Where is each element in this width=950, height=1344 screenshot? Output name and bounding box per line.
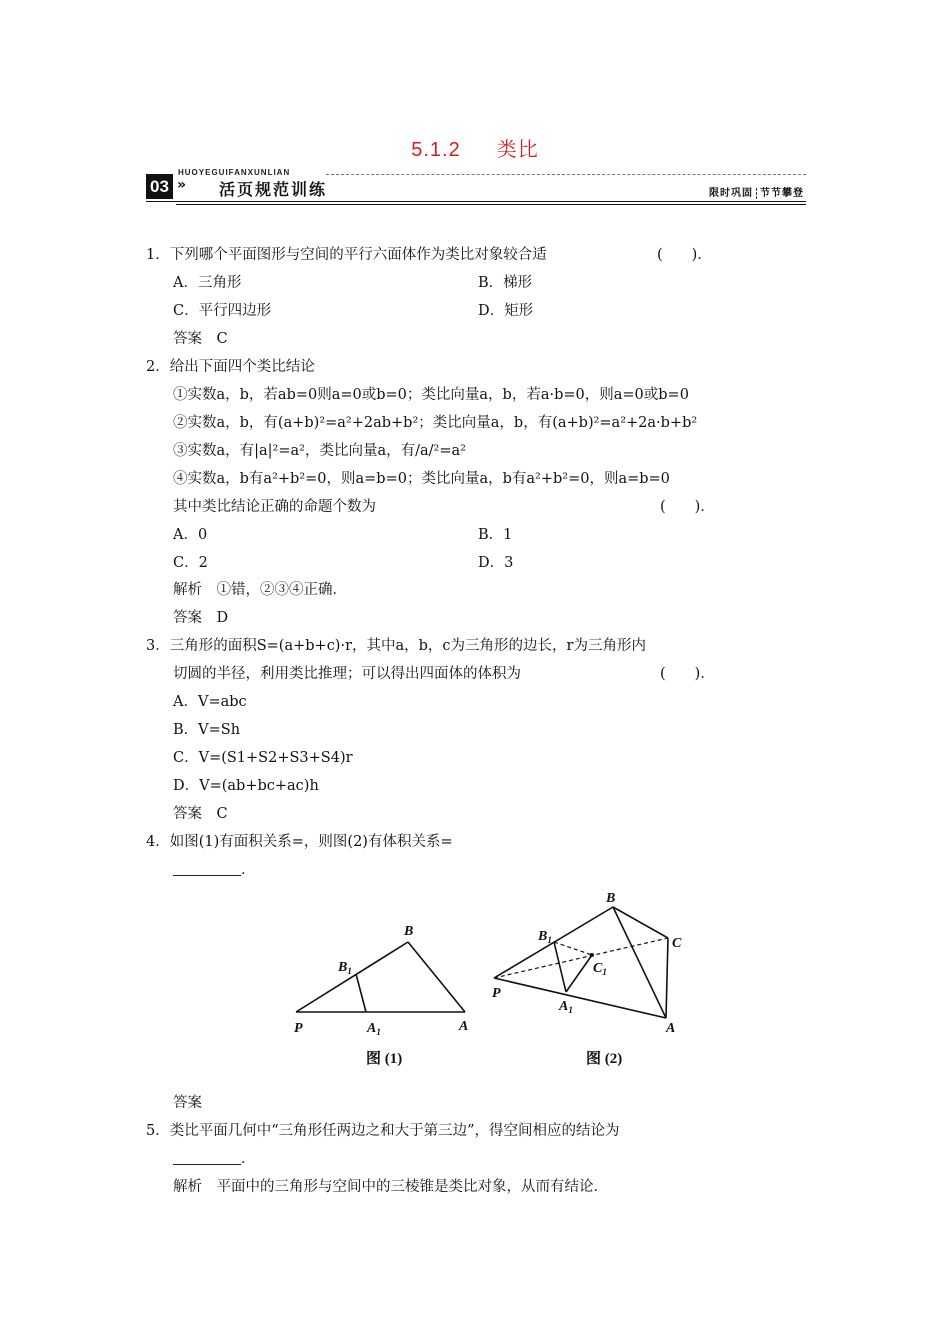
q5-analysis: 解析 平面中的三角形与空间中的三棱锥是类比对象，从而有结论． <box>173 1179 608 1195</box>
q3-stem-line2: 切圆的半径，利用类比推理；可以得出四面体的体积为 <box>173 666 521 682</box>
fig2-label-A: A <box>666 1021 676 1036</box>
fig2-edge-CA <box>666 938 668 1018</box>
fig2-label-C1-sub: 1 <box>602 967 607 977</box>
figure-1 <box>296 942 465 1012</box>
answer-blank-line <box>173 1150 241 1165</box>
banner-pinyin: HUOYEGUIFANXUNLIAN <box>178 168 291 177</box>
banner-rule <box>146 201 806 202</box>
figure-2 <box>494 907 668 1018</box>
section-number: 5.1.2 <box>411 139 461 161</box>
q5-blank <box>173 1149 256 1169</box>
chevron-right-icon: » <box>177 177 187 193</box>
q2-option-c: C．2 <box>173 555 208 571</box>
fig1-label-A: A <box>459 1019 469 1034</box>
fig2-label-B1-sub: 1 <box>547 935 552 945</box>
q1-option-a: A．三角形 <box>173 275 242 291</box>
fig2-point-C1 <box>590 953 594 957</box>
q2-paren: ( )． <box>660 499 715 515</box>
fig1-caption: 图 (1) <box>366 1051 403 1067</box>
q2-option-a: A．0 <box>173 527 208 543</box>
banner-right-label <box>709 184 804 199</box>
q3-option-c: C．V=(S1+S2+S3+S4)r <box>173 750 353 766</box>
fig2-label-B1-letter: B <box>538 929 548 944</box>
q3-option-d: D．V=(ab+bc+ac)h <box>173 778 319 794</box>
fig1-edge-B1A1 <box>356 974 366 1012</box>
fig1-label-B1-sub: 1 <box>347 966 352 976</box>
q2-stem: 2．给出下面四个类比结论 <box>146 359 315 375</box>
fig1-label-A1 <box>366 1021 381 1037</box>
q1-answer: 答案 C <box>173 331 228 347</box>
q1-option-c: C．平行四边形 <box>173 303 272 319</box>
banner-right-a: 限时巩固 <box>709 188 753 199</box>
fig2-label-B1 <box>537 929 552 945</box>
q1-option-d: D．矩形 <box>478 303 534 319</box>
fig2-edge-B1A1 <box>554 942 566 992</box>
q4-stem: 4．如图(1)有面积关系=，则图(2)有体积关系= <box>146 834 453 850</box>
q4-blank-tail: ． <box>241 862 256 878</box>
q4-blank <box>173 860 256 880</box>
fig1-label-B1 <box>337 960 352 976</box>
fig2-edge-BA <box>613 907 666 1018</box>
q3-stem-line1: 3．三角形的面积S=(a+b+c)·r，其中a，b，c为三角形的边长，r为三角形内 <box>146 638 646 654</box>
q2-ask: 其中类比结论正确的命题个数为 <box>173 499 376 515</box>
q2-statement-1: ①实数a，b，若ab=0则a=0或b=0；类比向量a，b，若a·b=0，则a=0或b=0 <box>173 387 689 403</box>
q2-option-d: D．3 <box>478 555 514 571</box>
fig1-edge-BA <box>408 942 465 1012</box>
fig2-label-C1 <box>593 961 607 977</box>
banner-name: 活页规范训练 <box>219 180 328 199</box>
q2-statement-2: ②实数a，b，有(a+b)²=a²+2ab+b²；类比向量a，b，有(a+b)²=a²+2a·b+b² <box>173 415 698 431</box>
banner-right-b: 节节攀登 <box>760 188 804 199</box>
q5-stem: 5．类比平面几何中“三角形任两边之和大于第三边”，得空间相应的结论为 <box>146 1123 620 1139</box>
q4-figures <box>280 882 700 1080</box>
fig1-label-P: P <box>294 1021 303 1036</box>
fig1-label-A1-sub: 1 <box>376 1027 381 1037</box>
section-banner <box>146 168 806 206</box>
section-title: 类比 <box>496 139 539 161</box>
fig1-label-B: B <box>404 924 414 939</box>
fig1-label-B1-letter: B <box>338 960 348 975</box>
fig1-label-A1-letter: A <box>367 1021 377 1036</box>
fig2-hidden-edge-B1C1 <box>554 942 592 955</box>
q2-answer: 答案 D <box>173 610 229 626</box>
banner-rule-thin <box>176 204 806 205</box>
fig1-edge-PB <box>296 942 408 1012</box>
fig2-label-P: P <box>492 986 501 1001</box>
q3-option-b: B．V=Sh <box>173 722 241 738</box>
fig2-label-B: B <box>606 891 616 906</box>
q2-option-b: B．1 <box>478 527 513 543</box>
fig2-label-A1-letter: A <box>559 999 569 1014</box>
q1-paren: ( )． <box>657 247 712 263</box>
q3-paren: ( )． <box>660 666 715 682</box>
q3-option-a: A．V=abc <box>173 694 247 710</box>
fig2-label-C1-letter: C <box>593 961 603 976</box>
q1-option-b: B．梯形 <box>478 275 533 291</box>
fig2-caption: 图 (2) <box>586 1051 623 1067</box>
page-title <box>0 133 950 162</box>
fig2-label-A1-sub: 1 <box>568 1005 573 1015</box>
q2-statement-4: ④实数a，b有a²+b²=0，则a=b=0；类比向量a，b有a²+b²=0，则a=b=0 <box>173 471 670 487</box>
q4-answer: 答案 <box>173 1095 202 1111</box>
fig2-label-C: C <box>672 936 682 951</box>
q5-blank-tail: ． <box>241 1151 256 1167</box>
q2-analysis: 解析 ①错，②③④正确． <box>173 582 347 598</box>
q1-stem: 1．下列哪个平面图形与空间的平行六面体作为类比对象较合适 <box>146 247 547 263</box>
q3-answer: 答案 C <box>173 806 228 822</box>
fig2-label-A1 <box>558 999 573 1015</box>
banner-badge: 03 <box>146 174 173 199</box>
fig2-edge-PA <box>494 978 666 1018</box>
banner-dashed-rule <box>326 174 806 175</box>
q2-statement-3: ③实数a，有|a|²=a²，类比向量a，有/a/²=a² <box>173 443 466 459</box>
answer-blank-line <box>173 861 241 876</box>
